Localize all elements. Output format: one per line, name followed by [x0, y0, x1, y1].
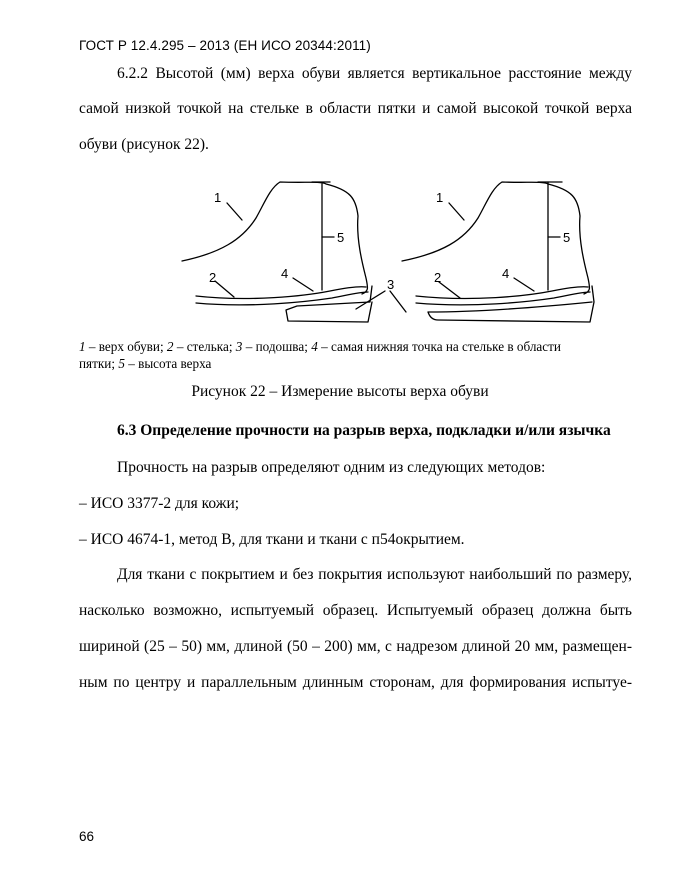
callout-1-right: 1: [436, 190, 444, 205]
section-heading-63: 6.3 Определение прочности на разрыв верха, подкладки и/или язычка: [117, 422, 611, 439]
figure-22-shoe-height-diagram: [180, 178, 600, 328]
leader-1-left: [227, 203, 242, 220]
callout-2-right: 2: [434, 270, 442, 285]
leader-2-left: [215, 281, 234, 297]
paragraph-622-line1: 6.2.2 Высотой (мм) верха обуви является вертикальное расстояние между: [117, 65, 632, 82]
callout-4-left: 4: [281, 266, 289, 281]
callout-1-left: 1: [214, 190, 222, 205]
callout-5-right: 5: [563, 230, 571, 245]
shoe-left: [182, 182, 385, 322]
callout-5-left: 5: [337, 230, 345, 245]
leader-4-left: [293, 278, 313, 291]
section-intro: Прочность на разрыв определяют одним из следующих методов:: [117, 459, 546, 476]
upper-outline-right: [402, 182, 589, 294]
callout-3: 3: [387, 277, 395, 292]
callout-2-left: 2: [209, 270, 217, 285]
document-header: ГОСТ Р 12.4.295 – 2013 (ЕН ИСО 20344:2011): [79, 38, 371, 53]
paragraph-622-line2: самой низкой точкой на стельке в области пятки и самой высокой точкой верха: [79, 100, 632, 117]
paragraph-622-line3: обуви (рисунок 22).: [79, 136, 209, 153]
legend-line-1: 1 – верх обуви; 2 – стелька; 3 – подошва; 4 – самая нижняя точка на стельке в области: [79, 339, 561, 354]
figure-caption: Рисунок 22 – Измерение высоты верха обуви: [191, 383, 489, 400]
method-item-iso3377: – ИСО 3377-2 для кожи;: [79, 495, 240, 512]
figure-legend: [79, 338, 639, 372]
shoe-right: [390, 182, 594, 322]
sole-right: [428, 286, 594, 322]
leader-3-right: [390, 291, 406, 312]
leader-1-right: [449, 203, 464, 220]
leader-2-right: [439, 282, 460, 298]
legend-line-2: пятки; 5 – высота верха: [79, 356, 212, 371]
paragraph-line2: насколько возможно, испытуемый образец. Испытуемый образец должна быть: [79, 602, 632, 619]
method-item-iso4674: – ИСО 4674-1, метод В, для ткани и ткани с п54окрытием.: [79, 531, 465, 548]
page-number: 66: [79, 829, 95, 844]
leader-4-right: [514, 278, 534, 291]
callout-4-right: 4: [502, 266, 510, 281]
paragraph-line1: Для ткани с покрытием и без покрытия используют наибольший по размеру,: [117, 566, 632, 583]
paragraph-line4: ным по центру и параллельным длинным сторонам, для формирования испытуе-: [79, 674, 632, 691]
paragraph-line3: шириной (25 – 50) мм, длиной (50 – 200) мм, с надрезом длиной 20 мм, размещен-: [79, 638, 632, 655]
